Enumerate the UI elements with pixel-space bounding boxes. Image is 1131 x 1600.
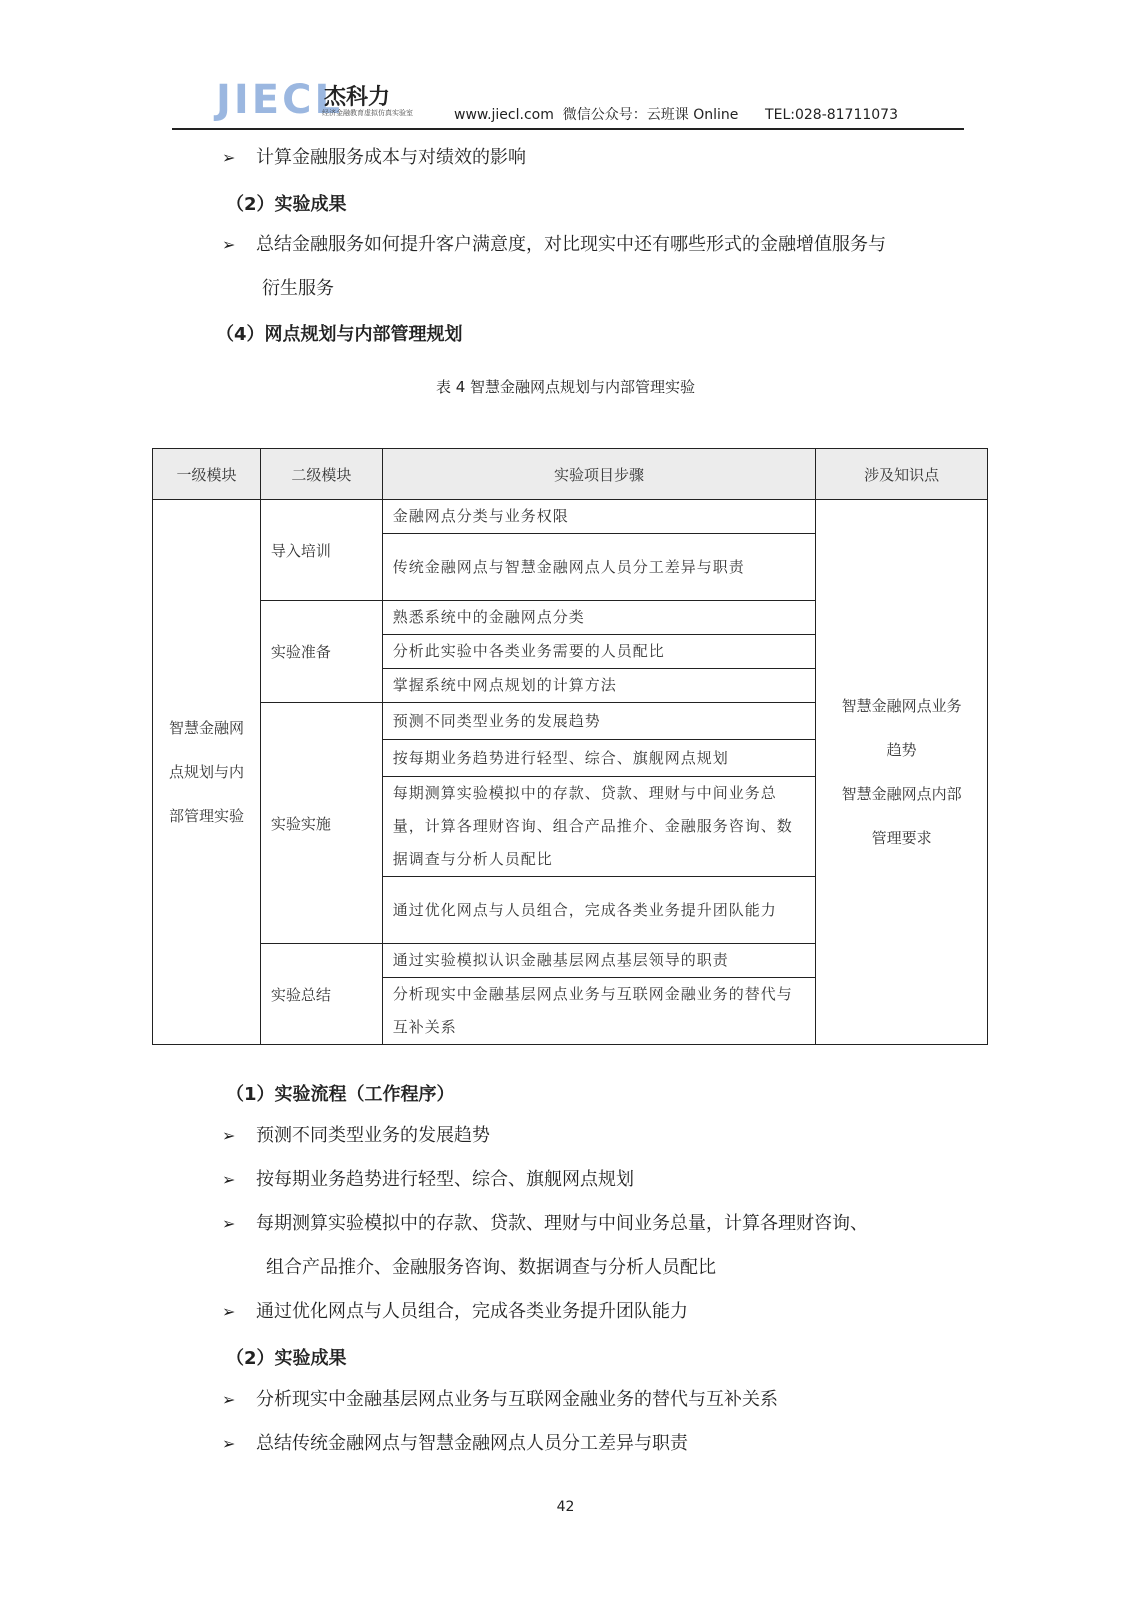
- section-heading: （1）实验流程（工作程序）: [226, 1084, 455, 1105]
- table-header: 一级模块: [153, 449, 261, 500]
- table-header-row: [153, 449, 988, 500]
- experiment-table: [152, 448, 988, 1045]
- level2-cell: 实验总结: [260, 944, 382, 1045]
- level2-cell: 实验准备: [260, 601, 382, 703]
- bullet-text: 计算金融服务成本与对绩效的影响: [256, 147, 526, 168]
- knowledge-line: 管理要求: [871, 829, 932, 847]
- level1-line: 智慧金融网: [168, 719, 244, 737]
- table-header: 实验项目步骤: [382, 449, 815, 500]
- arrow-bullet-icon: ➢: [222, 1214, 236, 1233]
- section-heading: （4）网点规划与内部管理规划: [216, 324, 463, 345]
- arrow-bullet-icon: ➢: [222, 1170, 236, 1189]
- knowledge-line: 智慧金融网点业务: [841, 697, 962, 715]
- bullet-text: 总结传统金融网点与智慧金融网点人员分工差异与职责: [256, 1433, 688, 1454]
- step-cell: 分析现实中金融基层网点业务与互联网金融业务的替代与互补关系: [382, 978, 815, 1045]
- step-cell: 分析此实验中各类业务需要的人员配比: [382, 635, 815, 669]
- knowledge-cell: [816, 500, 988, 1045]
- bullet-text: 按每期业务趋势进行轻型、综合、旗舰网点规划: [256, 1169, 634, 1190]
- bullet-text-cont: 衍生服务: [262, 278, 334, 299]
- logo-latin: JIECL: [216, 77, 343, 123]
- step-cell: 每期测算实验模拟中的存款、贷款、理财与中间业务总量，计算各理财咨询、组合产品推介、金融服务咨询、数据调查与分析人员配比: [382, 777, 815, 877]
- page-number: 42: [556, 1499, 575, 1515]
- table-caption: 表 4 智慧金融网点规划与内部管理实验: [435, 378, 696, 396]
- bullet-text: 分析现实中金融基层网点业务与互联网金融业务的替代与互补关系: [256, 1389, 778, 1410]
- knowledge-line: 智慧金融网点内部: [841, 785, 962, 803]
- step-cell: 通过实验模拟认识金融基层网点基层领导的职责: [382, 944, 815, 978]
- level1-line: 部管理实验: [168, 807, 244, 825]
- header-contact: www.jiecl.com 微信公众号：云班课 Online TEL:028-81711073: [454, 107, 899, 123]
- step-cell: 金融网点分类与业务权限: [382, 500, 815, 534]
- table-header: 二级模块: [260, 449, 382, 500]
- arrow-bullet-icon: ➢: [222, 1390, 236, 1409]
- step-cell: 预测不同类型业务的发展趋势: [382, 703, 815, 740]
- table-header: 涉及知识点: [816, 449, 988, 500]
- step-cell: 通过优化网点与人员组合，完成各类业务提升团队能力: [382, 877, 815, 944]
- arrow-bullet-icon: ➢: [222, 148, 236, 167]
- level1-line: 点规划与内: [168, 763, 244, 781]
- step-cell: 熟悉系统中的金融网点分类: [382, 601, 815, 635]
- bullet-text: 总结金融服务如何提升客户满意度，对比现实中还有哪些形式的金融增值服务与: [256, 234, 886, 255]
- logo-subtitle: 经济金融教育虚拟仿真实验室: [322, 109, 413, 117]
- bullet-text-cont: 组合产品推介、金融服务咨询、数据调查与分析人员配比: [266, 1257, 716, 1278]
- table-row: [153, 500, 988, 534]
- section-heading: （2）实验成果: [226, 1348, 347, 1369]
- arrow-bullet-icon: ➢: [222, 235, 236, 254]
- bullet-text: 每期测算实验模拟中的存款、贷款、理财与中间业务总量，计算各理财咨询、: [256, 1213, 868, 1234]
- step-cell: 按每期业务趋势进行轻型、综合、旗舰网点规划: [382, 740, 815, 777]
- knowledge-line: 趋势: [886, 741, 917, 759]
- level1-cell: [153, 500, 261, 1045]
- bullet-text: 预测不同类型业务的发展趋势: [256, 1125, 490, 1146]
- logo-cn: 杰科力: [324, 85, 391, 110]
- arrow-bullet-icon: ➢: [222, 1126, 236, 1145]
- bullet-text: 通过优化网点与人员组合，完成各类业务提升团队能力: [256, 1301, 688, 1322]
- level2-cell: 导入培训: [260, 500, 382, 601]
- page-header: [172, 78, 964, 130]
- step-cell: 掌握系统中网点规划的计算方法: [382, 669, 815, 703]
- arrow-bullet-icon: ➢: [222, 1434, 236, 1453]
- arrow-bullet-icon: ➢: [222, 1302, 236, 1321]
- level2-cell: 实验实施: [260, 703, 382, 944]
- step-cell: 传统金融网点与智慧金融网点人员分工差异与职责: [382, 534, 815, 601]
- section-heading: （2）实验成果: [226, 194, 347, 215]
